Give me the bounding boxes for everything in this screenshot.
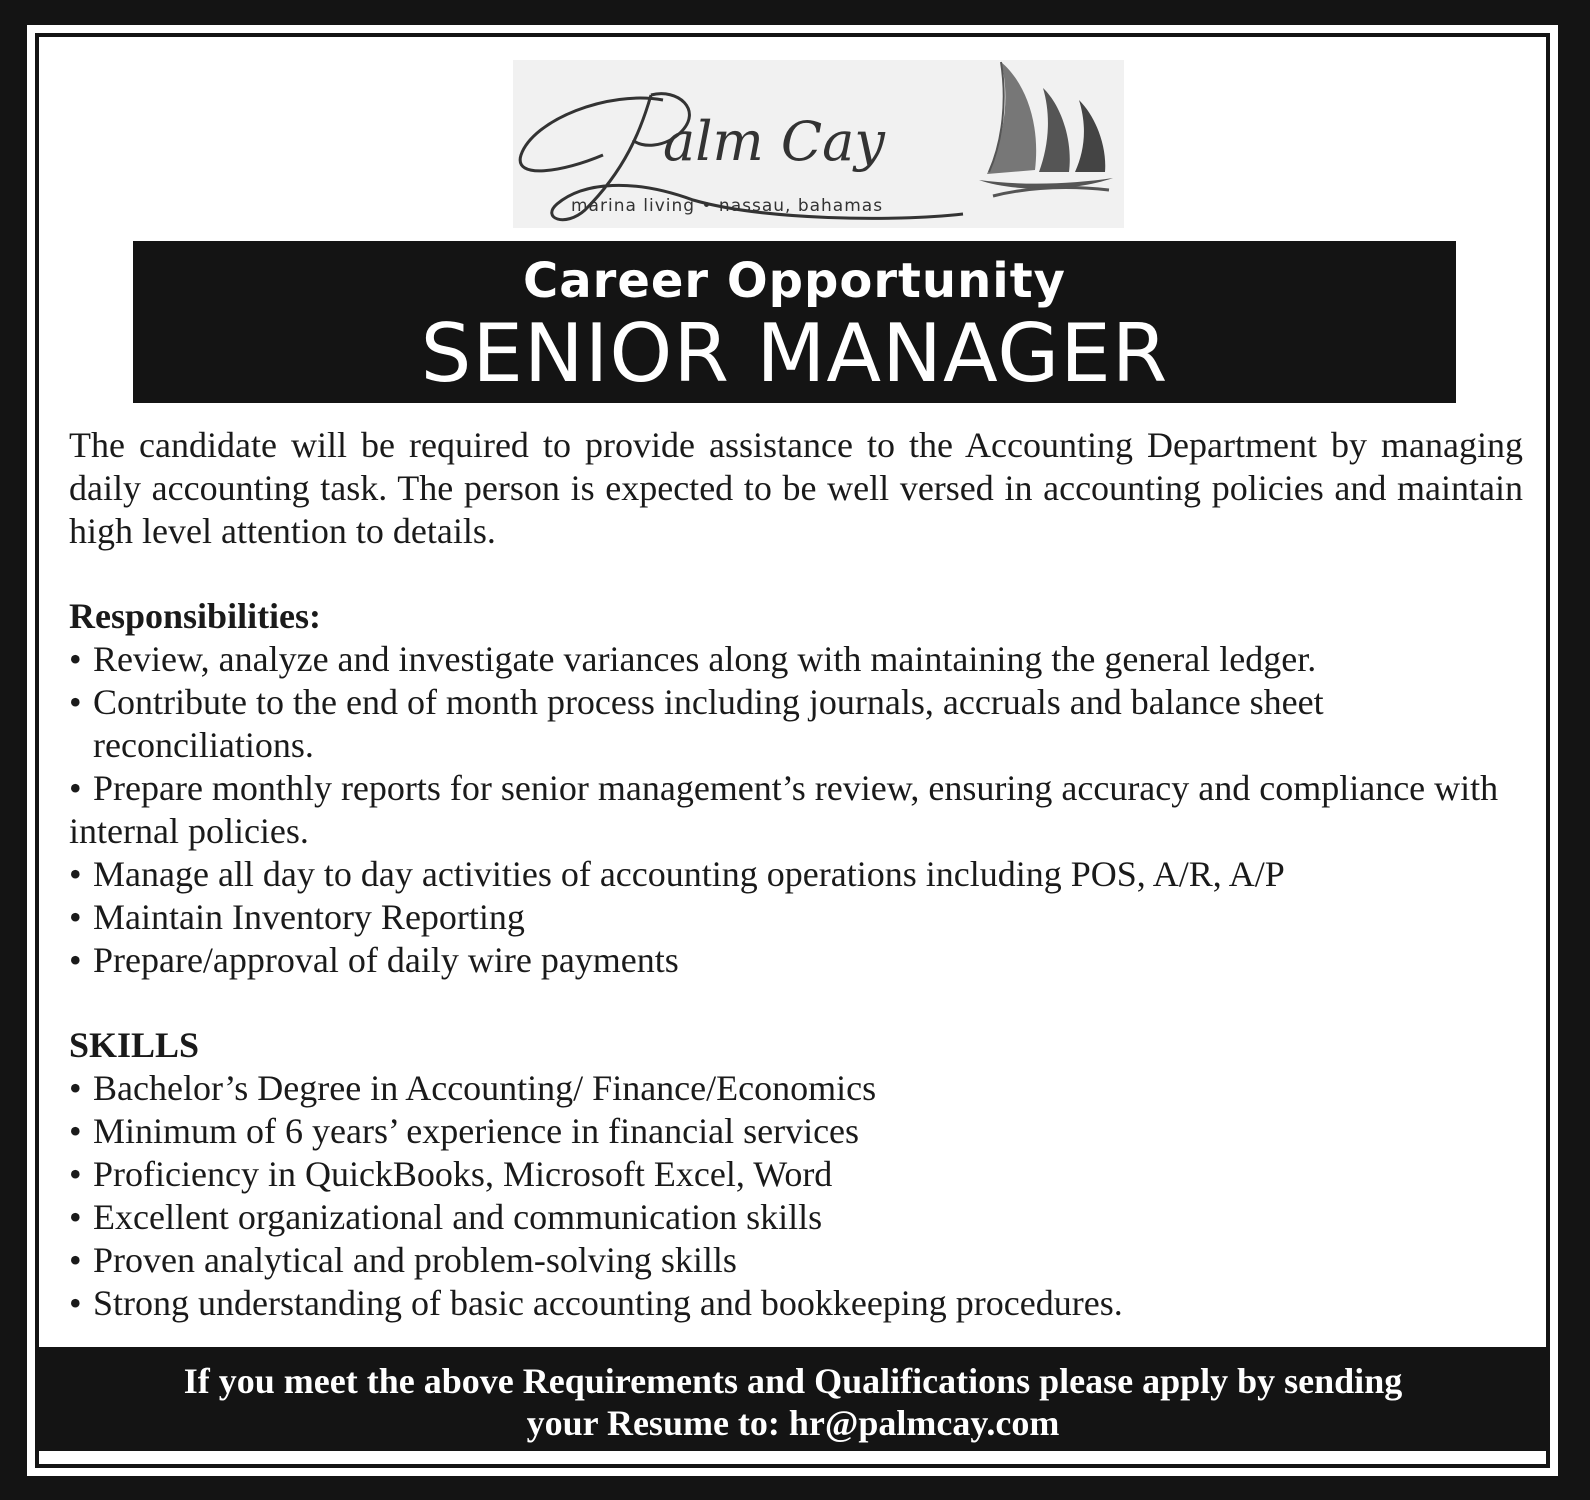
list-item: • Proven analytical and problem-solving skills [69, 1240, 737, 1280]
skills-list [69, 1067, 1523, 1325]
apply-footer [38, 1347, 1548, 1451]
list-item: • Prepare/approval of daily wire payments [69, 940, 679, 980]
list-item: • Minimum of 6 years’ experience in financial services [69, 1111, 860, 1151]
banner-subtitle: Career Opportunity [523, 253, 1066, 309]
intro-paragraph: The candidate will be required to provide assistance to the Accounting Department by managing daily accounting task. The person is expected to be well versed in accounting policies and maintain high level attention to details. [69, 425, 1523, 551]
skills-heading: SKILLS [69, 1025, 200, 1065]
list-item: • Manage all day to day activities of accounting operations including POS, A/R, A/P [69, 854, 1285, 894]
responsibilities-heading: Responsibilities: [69, 596, 322, 636]
apply-email: your Resume to: hr@palmcay.com [526, 1403, 1060, 1443]
responsibilities-list [69, 638, 1523, 982]
list-item: • Maintain Inventory Reporting [69, 897, 525, 937]
list-item: • Strong understanding of basic accounting and bookkeeping procedures. [69, 1283, 1123, 1323]
list-item: • Bachelor’s Degree in Accounting/ Finance/Economics [69, 1068, 877, 1108]
list-item: • Review, analyze and investigate variances along with maintaining the general ledger. [69, 639, 1317, 679]
ad-body [69, 424, 1523, 1325]
job-title: SENIOR MANAGER [420, 307, 1169, 400]
list-item: • Contribute to the end of month process including journals, accruals and balance sheet reconciliations. [69, 682, 1324, 765]
palm-cay-logo [513, 60, 1124, 228]
svg-text:alm Cay: alm Cay [663, 110, 885, 173]
list-item: • Prepare monthly reports for senior management’s review, ensuring accuracy and compliance with internal policies. [69, 768, 1499, 851]
logo-tagline: marina living • nassau, bahamas [571, 196, 884, 216]
title-banner [133, 241, 1456, 403]
list-item: • Proficiency in QuickBooks, Microsoft Excel, Word [69, 1154, 833, 1194]
apply-instructions: If you meet the above Requirements and Qualifications please apply by sending [183, 1361, 1403, 1401]
list-item: • Excellent organizational and communication skills [69, 1197, 823, 1237]
